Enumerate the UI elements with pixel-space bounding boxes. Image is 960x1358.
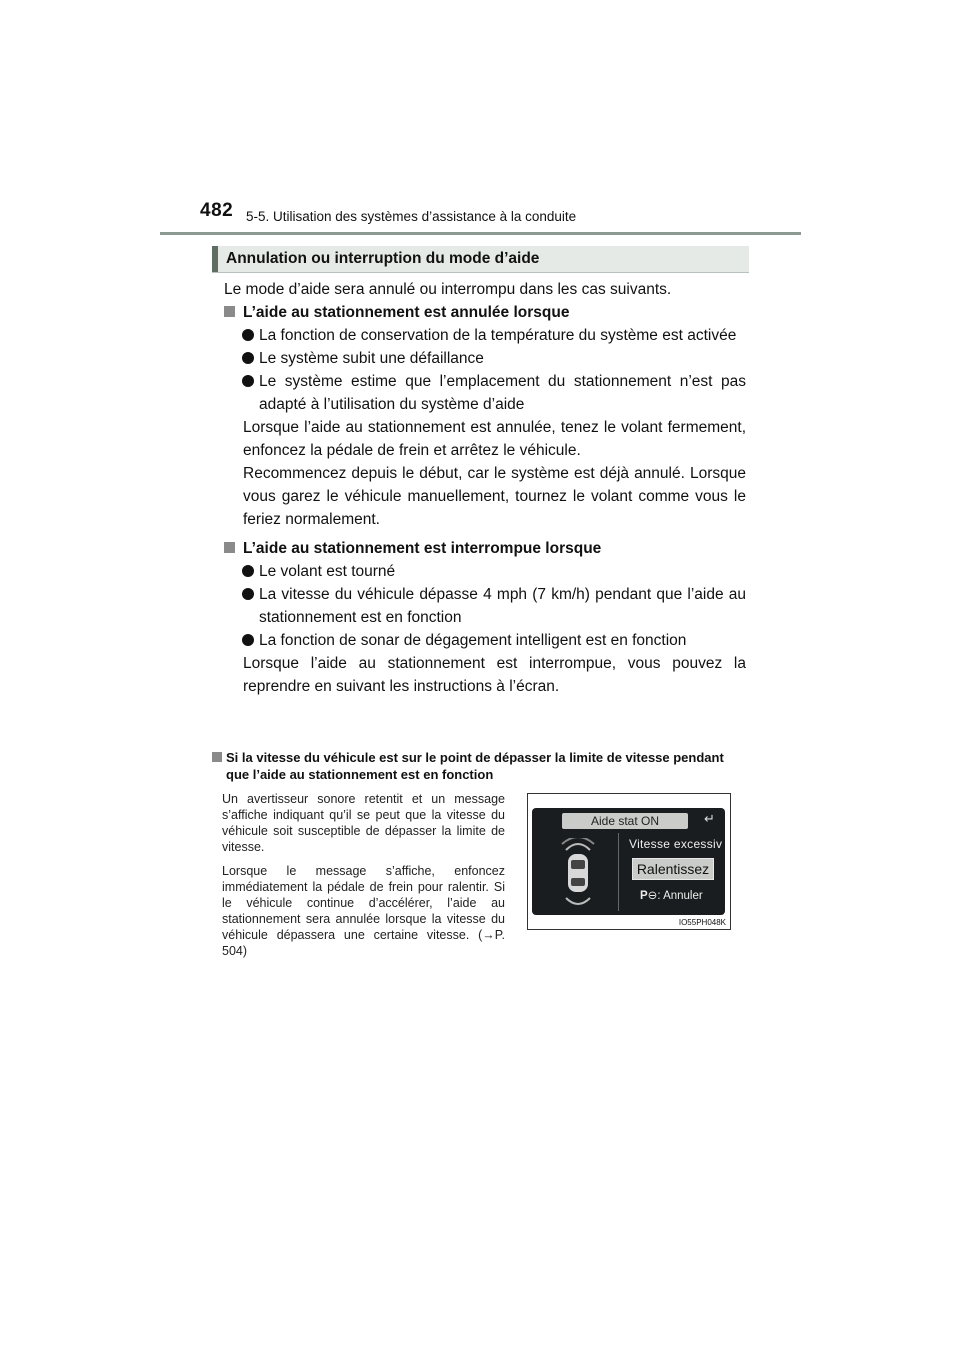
square-bullet-icon	[224, 306, 235, 317]
cancel-subheading	[224, 301, 746, 324]
display-screen	[532, 808, 725, 915]
car-top-view-icon	[558, 838, 598, 910]
header-rule	[160, 232, 801, 235]
section-title: Annulation ou interruption du mode d’aide	[226, 250, 540, 267]
cancel-label: : Annuler	[657, 890, 703, 902]
p-label: P	[640, 890, 648, 902]
back-icon: ↵	[704, 811, 715, 826]
interrupt-paragraph: Lorsque l’aide au stationnement est interrompue, vous pouvez la reprendre en suivant les instructions à l’écran.	[243, 655, 746, 695]
round-bullet-icon	[242, 329, 254, 341]
cancel-paragraph-1: Lorsque l’aide au stationnement est annulée, tenez le volant fermement, enfoncez la pédale de frein et arrêtez le véhicule.	[243, 419, 746, 459]
note-paragraph-1: Un avertisseur sonore retentit et un message s’affiche indiquant qu’il se peut que la vitesse du véhicule soit susceptible de dépasser la limite de vitesse.	[222, 792, 505, 854]
round-bullet-icon	[242, 565, 254, 577]
section-header-bar	[212, 246, 749, 273]
note-paragraph-2: Lorsque le message s’affiche, enfoncez immédiatement la pédale de frein pour ralentir. Si le véhicule continue d’accélérer, l’aide au stationnement sera annulée lorsque la vitesse du véhicule dépassera une certaine vitesse. (→P. 504)	[222, 864, 505, 958]
note-heading-text: Si la vitesse du véhicule est sur le point de dépasser la limite de vitesse pendant que l’aide au stationnement est en fonction	[226, 750, 724, 782]
intro-paragraph: Le mode d’aide sera annulé ou interrompu dans les cas suivants.	[224, 281, 672, 298]
list-item-text: Le système estime que l’emplacement du stationnement n’est pas adapté à l’utilisation du système d’aide	[259, 373, 746, 413]
cancel-paragraph-2: Recommencez depuis le début, car le système est déjà annulé. Lorsque vous garez le véhicule manuellement, tournez le volant comme vous le feriez normalement.	[243, 465, 746, 528]
interrupt-subheading-text: L’aide au stationnement est interrompue lorsque	[243, 540, 602, 557]
interrupt-subheading	[224, 537, 746, 560]
round-bullet-icon	[242, 634, 254, 646]
cancel-subheading-text: L’aide au stationnement est annulée lorsque	[243, 304, 570, 321]
cancel-hint	[640, 888, 703, 902]
list-item	[224, 583, 746, 629]
list-item-text: Le système subit une défaillance	[259, 350, 484, 367]
list-item-text: La fonction de conservation de la température du système est activée	[259, 327, 737, 344]
round-bullet-icon	[242, 588, 254, 600]
note-heading	[212, 749, 749, 783]
divider-line	[618, 833, 619, 911]
note-text	[222, 791, 505, 967]
section-body	[224, 278, 746, 698]
warning-text: Vitesse excessiv	[629, 837, 723, 851]
list-item-text: Le volant est tourné	[259, 563, 396, 580]
page-number: 482	[200, 200, 234, 221]
list-item	[224, 324, 746, 347]
list-item	[224, 629, 746, 652]
square-bullet-icon	[224, 542, 235, 553]
list-item	[224, 370, 746, 416]
round-bullet-icon	[242, 375, 254, 387]
square-bullet-icon	[212, 752, 222, 762]
figure-speed-warning	[527, 793, 731, 930]
figure-code: IO55PH048K	[678, 918, 726, 927]
steering-switch-icon: ⊖	[647, 890, 658, 902]
list-item	[224, 560, 746, 583]
list-item	[224, 347, 746, 370]
section-bar-mark	[212, 246, 218, 272]
list-item-text: La fonction de sonar de dégagement intelligent est en fonction	[259, 632, 687, 649]
ralentissez-button: Ralentissez	[632, 858, 714, 880]
round-bullet-icon	[242, 352, 254, 364]
list-item-text: La vitesse du véhicule dépasse 4 mph (7 km/h) pendant que l’aide au stationnement est en fonction	[259, 586, 746, 626]
aide-stat-on-label: Aide stat ON	[562, 813, 688, 829]
chapter-title: 5-5. Utilisation des systèmes d’assistance à la conduite	[246, 209, 577, 224]
